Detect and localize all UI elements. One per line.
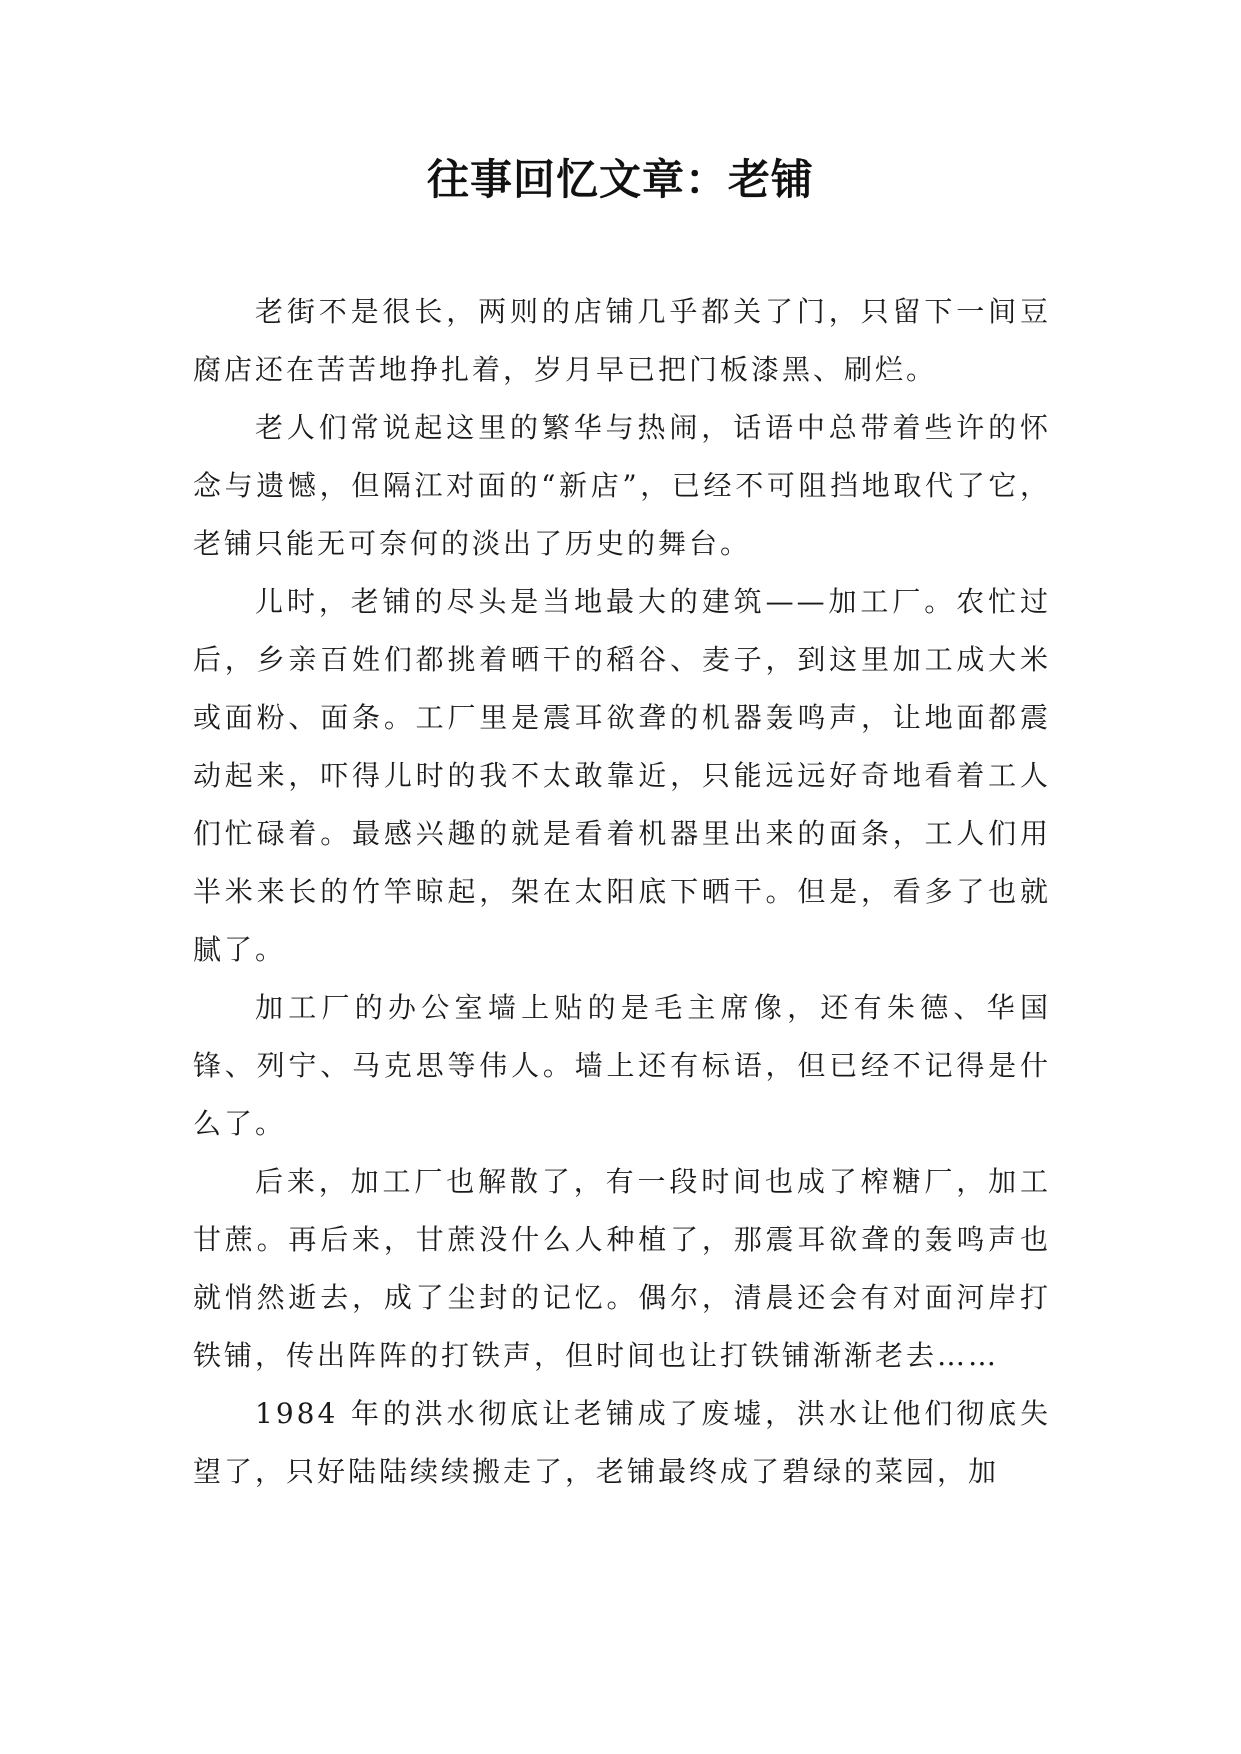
paragraph-5: 后来，加工厂也解散了，有一段时间也成了榨糖厂，加工甘蔗。再后来，甘蔗没什么人种植了，那震耳欲聋的轰鸣声也就悄然逝去，成了尘封的记忆。偶尔，清晨还会有对面河岸打铁铺，传出阵阵的打铁声，但时间也让打铁铺渐渐老去…… [193, 1165, 1051, 1372]
document-body [193, 283, 1051, 1501]
paragraph-2: 老人们常说起这里的繁华与热闹，话语中总带着些许的怀念与遗憾，但隔江对面的“新店”，已经不可阻挡地取代了它，老铺只能无可奈何的淡出了历史的舞台。 [193, 411, 1051, 560]
paragraph-6: 1984 年的洪水彻底让老铺成了废墟，洪水让他们彻底失望了，只好陆陆续续搬走了，老铺最终成了碧绿的菜园，加 [193, 1397, 1051, 1488]
document-title: 往事回忆文章：老铺 [426, 155, 814, 204]
paragraph-4: 加工厂的办公室墙上贴的是毛主席像，还有朱德、华国锋、列宁、马克思等伟人。墙上还有标语，但已经不记得是什么了。 [193, 991, 1051, 1140]
paragraph-1: 老街不是很长，两则的店铺几乎都关了门，只留下一间豆腐店还在苦苦地挣扎着，岁月早已把门板漆黑、刷烂。 [193, 295, 1051, 386]
paragraph-3: 儿时，老铺的尽头是当地最大的建筑——加工厂。农忙过后，乡亲百姓们都挑着晒干的稻谷、麦子，到这里加工成大米或面粉、面条。工厂里是震耳欲聋的机器轰鸣声，让地面都震动起来，吓得儿时的我不太敢靠近，只能远远好奇地看着工人们忙碌着。最感兴趣的就是看着机器里出来的面条，工人们用半米来长的竹竿晾起，架在太阳底下晒干。但是，看多了也就腻了。 [193, 585, 1051, 966]
